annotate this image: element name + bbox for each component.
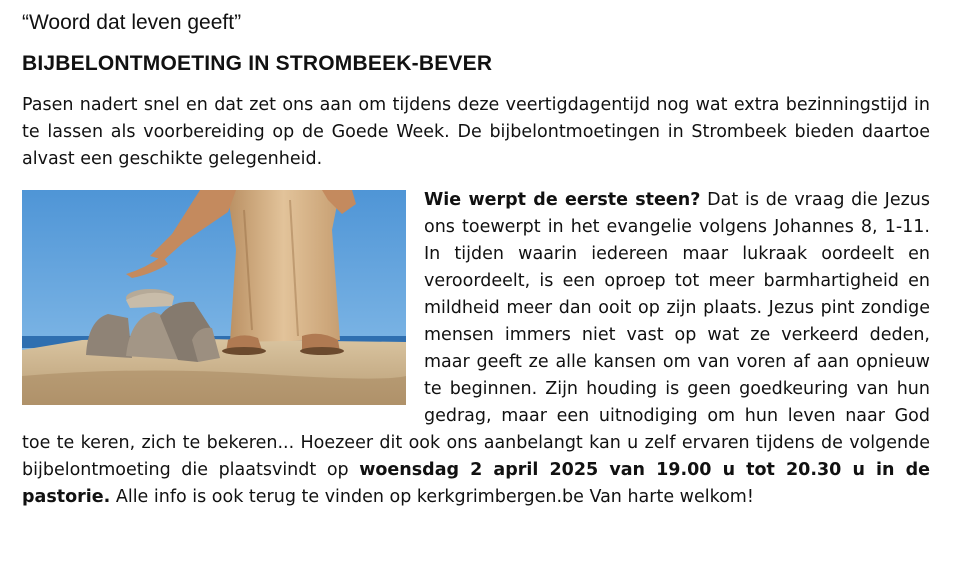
event-details: woensdag 2 april 2025 van 19.00 u tot 20.30 u in de pastorie. [22,460,930,507]
article-body-2: Alle info is ook terug te vinden op kerkgrimbergen.be Van harte welkom! [110,487,754,507]
document-page [22,8,930,511]
robed-figure-with-stones-photo [22,190,406,405]
article-paragraph [22,187,930,511]
page-title: BIJBELONTMOETING IN STROMBEEK-BEVER [22,52,493,75]
article-lead: Wie werpt de eerste steen? [424,190,701,210]
heading-quote: “Woord dat leven geeft” [22,11,242,34]
article-body-1: Dat is de vraag die Jezus ons toewerpt in het evangelie volgens Johannes 8, 1-11. In tijden waarin iedereen maar lukraak oordeelt en veroordeelt, is een oproep tot meer barmhartigheid en mildheid meer dan ooit op zijn plaats. Jezus pint zondige mensen immers niet vast op wat ze verkeerd deden, maar geeft ze alle kansen om van voren af aan opnieuw te beginnen. Zijn houding is geen goedkeuring van hun gedrag, maar een uitnodiging om hun leven naar God toe te keren, zich te bekeren... Hoezeer dit ook ons aanbelangt kan u zelf ervaren tijdens de volgende bijbelontmoeting die plaatsvindt op [22,190,930,480]
intro-paragraph: Pasen nadert snel en dat zet ons aan om tijdens deze veertigdagentijd nog wat extra bezinningstijd in te lassen als voorbereiding op de Goede Week. De bijbelontmoetingen in Strombeek bieden daartoe alvast een geschikte gelegenheid. [22,95,930,169]
stones-photo [22,190,406,405]
